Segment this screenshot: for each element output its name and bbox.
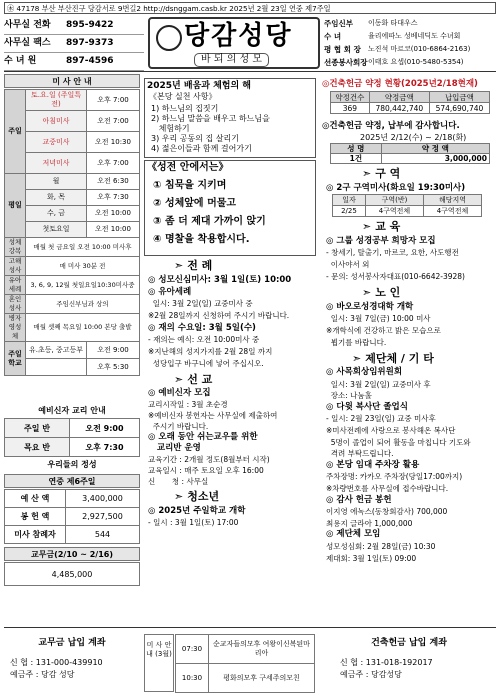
mass-extra-label: 성체강복 — [5, 238, 26, 257]
mass-day: 월 — [26, 174, 87, 190]
plan-item: 1) 하느님의 집짓기 — [151, 104, 219, 113]
liturgy-item: 성당입구 바구니에 넣어 주십시오. — [148, 359, 264, 368]
district-section — [322, 166, 496, 217]
mass-name: 교중미사 — [26, 132, 87, 153]
mass-row — [5, 153, 140, 174]
arrow-icon: ➣ — [362, 286, 372, 299]
dues-value: 4,485,000 — [4, 562, 140, 586]
mass-row — [5, 206, 140, 222]
org-item: ※차량번호를 사무실에 접수바랍니다. — [326, 483, 449, 493]
elderly-item: 뵙기를 바랍니다. — [326, 338, 387, 347]
liturgy-item: ◎ 재의 수요일: 3월 5일(수) — [148, 323, 256, 333]
district-cell: 4구역전체 — [365, 206, 423, 217]
arrow-icon: ➣ — [174, 373, 184, 386]
contact-value: 895-9422 — [66, 20, 114, 30]
finance-value: 544 — [66, 526, 140, 544]
mass-row — [5, 132, 140, 153]
mass-time: 오전 10:00 — [87, 206, 140, 222]
education-item: - 문의: 성서봉사자대표(010-6642-3928) — [326, 272, 465, 281]
plan-title: 2025년 배움과 체험의 해 — [147, 81, 252, 91]
entry-box — [144, 160, 316, 256]
building-row — [331, 103, 490, 114]
district-title — [322, 166, 496, 182]
finance-row — [5, 490, 140, 508]
org-item: ◎ 본당 임대 주차장 활용 — [326, 459, 420, 470]
elderly-item: ※개학식에 건강하고 밝은 모습으로 — [326, 326, 441, 335]
staff-row — [324, 56, 496, 69]
thanks-row — [331, 154, 490, 164]
staff-label: 주임신부 — [324, 19, 353, 28]
mission-item: 교리시작일 : 3월 초순경 — [148, 400, 228, 409]
mass-extra-value: 3, 6, 9, 12월 첫일요일10:30미사중 — [26, 276, 140, 295]
thanks-cell: 3,000,000 — [381, 154, 489, 164]
footer-left-account: 신 협 : 131-000-439910 — [10, 658, 103, 667]
staff-box — [324, 17, 496, 69]
education-section — [322, 219, 496, 283]
education-item: - 창세기, 탈출기, 마르코, 요한, 사도행전 — [326, 248, 459, 257]
district-header: 구역(반) — [365, 195, 423, 206]
mission-item: 교육일시 : 매주 토요일 오후 16:00 — [148, 466, 264, 475]
mass-extra-value: 매월 셋째 목요일 10:00 본당 출발 — [26, 314, 140, 342]
mission-section — [144, 372, 316, 487]
education-title-text: 교 육 — [375, 220, 401, 233]
mass-row — [5, 222, 140, 238]
catechumen-title: 예비신자 교리 안내 — [38, 406, 106, 415]
arrow-icon: ➣ — [362, 167, 372, 180]
liturgy-item: 일시: 3월 2일(일) 교중미사 중 — [148, 299, 253, 308]
org-item: 격려 부탁드립니다. — [326, 449, 394, 459]
thanks-header: 성 명 — [331, 144, 382, 154]
entry-title: 《성전 안에서는》 — [147, 162, 229, 173]
contact-value: 897-9373 — [66, 38, 114, 48]
mass-extra-value: 주임신부님과 상의 — [26, 295, 140, 314]
school-name: 유.초등, 중고등부 — [26, 342, 87, 359]
mass-group-label: 평일 — [5, 174, 26, 238]
mass-name: 토.요.일 (주일특전) — [26, 90, 87, 111]
staff-label: 수 녀 — [324, 32, 342, 41]
liturgy-item: - 재의는 예식: 오전 10:00미사 중 — [148, 335, 260, 344]
header-contacts — [4, 17, 144, 71]
page-subtitle: 바 되 의 성 모 — [194, 53, 269, 67]
org-item: ※미사전례에 사랑으로 봉사해온 복사단 — [326, 425, 456, 435]
youth-title-text: 청소년 — [187, 490, 220, 503]
page-title: 당감성당 — [184, 21, 293, 51]
mass-name: 저녁미사 — [26, 153, 87, 174]
district-item: ◎ 2구 구역미사(화요일 19:30미사) — [326, 183, 466, 193]
plan-item: 2) 하느님 말씀을 배우고 하느님을 — [151, 114, 270, 123]
staff-value: 노진석 마르코(010-6864-2163) — [368, 45, 471, 53]
arrow-icon: ➣ — [174, 490, 184, 503]
staff-value: 이동화 타대우스 — [368, 19, 418, 27]
plan-box — [144, 78, 316, 158]
footer-right-title: 건축헌금 납입 계좌 — [371, 638, 447, 648]
mass-extra-value: 매 미사 30분 전 — [26, 257, 140, 276]
mass-extra-label: 고해성사 — [5, 257, 26, 276]
school-time: 오전 9:00 — [87, 342, 140, 359]
catechumen-table — [4, 418, 140, 457]
divider — [4, 71, 496, 72]
youth-item: ◎ 2025년 주일학교 개학 — [148, 506, 246, 516]
footer-mass-time: 10:30 — [176, 664, 209, 693]
district-cell: 2/25 — [333, 206, 366, 217]
footer-mass-row — [176, 635, 315, 664]
entry-item: ① 침묵을 지키며 — [153, 180, 227, 191]
church-logo-icon — [156, 25, 182, 51]
mass-extra-label: 혼인성사 — [5, 295, 26, 314]
mass-time: 오후 7:00 — [87, 153, 140, 174]
mission-item: ◎ 오래 동안 쉬는교우를 위한 — [148, 432, 258, 442]
contact-label: 수 녀 원 — [4, 56, 37, 66]
mass-name: 아침미사 — [26, 111, 87, 132]
org-item: 성모성심회: 2월 28일(금) 10:30 — [326, 541, 436, 551]
contact-row — [4, 17, 144, 35]
building-header: 약정금액 — [369, 92, 429, 103]
mass-time: 오후 7:00 — [87, 90, 140, 111]
staff-row — [324, 43, 496, 56]
org-item: 장소: 나눔홀 — [326, 391, 372, 401]
mass-day: 화, 목 — [26, 190, 87, 206]
org-item: 제대회: 3월 1일(토) 09:00 — [326, 553, 417, 563]
liturgy-section — [144, 258, 316, 370]
district-header: 해당지역 — [423, 195, 481, 206]
mass-row — [5, 90, 140, 111]
elderly-title — [322, 285, 496, 301]
mass-day: 첫토요일 — [26, 222, 87, 238]
education-title — [322, 219, 496, 235]
catechumen-day: 목요 반 — [5, 438, 70, 457]
mass-row — [5, 111, 140, 132]
mass-row — [5, 174, 140, 190]
school-label: 주일학교 — [5, 342, 26, 376]
contact-label: 사무실 전화 — [4, 20, 51, 30]
mission-item: 교육기간 : 2개월 정도(8월부터 시작) — [148, 455, 270, 464]
staff-label: 선종봉사회장 — [324, 58, 368, 67]
finance-title: 우리들의 정성 — [47, 460, 97, 469]
building-period: 2025년 2/12(수) ~ 2/18(화) — [360, 133, 467, 142]
staff-label: 평 협 회 장 — [324, 45, 361, 54]
mass-time: 오전 10:00 — [87, 222, 140, 238]
district-header-row — [333, 195, 482, 206]
catechumen-day: 주일 반 — [5, 419, 70, 438]
mission-item: 주시기 바랍니다. — [148, 422, 209, 431]
org-item: ◎ 다윗 복사단 졸업식 — [326, 401, 408, 412]
finance-row — [5, 508, 140, 526]
entry-item: ② 성체앞에 머물고 — [153, 198, 237, 209]
liturgy-title — [144, 258, 316, 274]
building-header-row — [331, 92, 490, 103]
liturgy-item: ◎ 유아세례 — [148, 287, 192, 297]
finance-sub: 연중 제6주일 — [4, 474, 140, 488]
mission-title-text: 선 교 — [187, 373, 213, 386]
mass-extra-value: 매월 첫 금요일 오전 10:00 미사후 — [26, 238, 140, 257]
catechumen-row — [5, 419, 140, 438]
finance-value: 2,927,500 — [66, 508, 140, 526]
footer-mass-text: 평화의모후 구세주의모친 — [209, 664, 315, 693]
mass-day: 수, 금 — [26, 206, 87, 222]
mass-title: 미 사 안 내 — [4, 74, 140, 88]
dues-label: 교무금(2/10 ~ 2/16) — [4, 547, 140, 561]
org-item: ◎ 감사 헌금 봉헌 — [326, 494, 392, 505]
education-item: ◎ 그룹 성경공부 희망자 모집 — [326, 236, 436, 246]
district-title-text: 구 역 — [375, 167, 401, 180]
org-item: 주차장명: 카카오 주차장(당일17:00까지) — [326, 472, 463, 482]
building-table — [330, 91, 490, 114]
contact-row — [4, 53, 144, 71]
elderly-title-text: 노 인 — [375, 286, 401, 299]
catechumen-row — [5, 438, 140, 457]
entry-item: ③ 좀 더 제대 가까이 앉기 — [153, 216, 266, 227]
footer-mass-time: 07:30 — [176, 635, 209, 664]
contact-label: 사무실 팩스 — [4, 38, 51, 48]
footer-mass-table — [175, 634, 315, 693]
org-section — [322, 351, 496, 564]
org-title — [322, 351, 496, 367]
building-thanks: ◎건축헌금 약정, 납부에 감사합니다. — [322, 121, 460, 131]
arrow-icon: ➣ — [362, 220, 372, 233]
plan-item: 체험하기 — [151, 124, 190, 133]
mission-item: ※예비신자 봉헌자는 사무실에 제출하여 — [148, 411, 278, 420]
footer-right-account: 신 협 : 131-018-192017 — [340, 658, 433, 667]
arrow-icon: ➣ — [174, 259, 184, 272]
liturgy-item: ※2월 28일까지 신청하여 주시기 바랍니다. — [148, 311, 290, 320]
org-item: ◎ 제단체 모임 — [326, 529, 381, 540]
mass-group-label: 주일 — [5, 90, 26, 174]
building-cell: 780,442,740 — [369, 103, 429, 114]
org-item: 최용지 글라아 1,000,000 — [326, 518, 413, 528]
plan-sub: 《본당 실천 사항》 — [149, 92, 217, 101]
mass-extra-row — [5, 314, 140, 342]
footer-right-owner: 예금주 : 당감성당 — [340, 670, 402, 679]
youth-section — [144, 489, 316, 529]
school-row — [5, 342, 140, 359]
plan-item: 3) 우리 공동의 집 살리기 — [151, 134, 239, 143]
finance-table — [4, 489, 140, 544]
catechumen-time: 오후 7:30 — [70, 438, 140, 457]
mass-extra-row — [5, 295, 140, 314]
mass-row — [5, 190, 140, 206]
org-item: ◎ 사목회상임위원회 — [326, 367, 403, 377]
liturgy-item: ※지난해의 성지가지를 2월 28일 까지 — [148, 347, 273, 356]
mass-time: 오전 10:30 — [87, 132, 140, 153]
elderly-section — [322, 285, 496, 349]
staff-value: 이태호 요셉(010-5480-5354) — [368, 58, 464, 66]
school-name — [26, 359, 87, 376]
mass-extra-row — [5, 276, 140, 295]
district-cell: 4구역전체 — [423, 206, 481, 217]
finance-row — [5, 526, 140, 544]
thanks-cell: 1건 — [331, 154, 382, 164]
school-time: 오후 5:30 — [87, 359, 140, 376]
mass-extra-label: 병자영성체 — [5, 314, 26, 342]
mission-item: 신 청 : 사무실 — [148, 477, 209, 486]
footer-mass-row — [176, 664, 315, 693]
footer-left-owner: 예금주 : 당감 성당 — [10, 670, 75, 679]
district-header: 일자 — [333, 195, 366, 206]
org-title-text: 제단체 / 기 타 — [365, 352, 434, 365]
youth-title — [144, 489, 316, 505]
mass-extra-row — [5, 238, 140, 257]
title-box — [148, 17, 320, 69]
mass-time: 오전 6:30 — [87, 174, 140, 190]
building-header: 납입금액 — [429, 92, 489, 103]
liturgy-title-text: 전 례 — [187, 259, 213, 272]
thanks-header-row — [331, 144, 490, 154]
education-item: 이사야서 외 — [326, 260, 370, 269]
footer-mass-text: 순교자들의모후 여왕이신복된마리아 — [209, 635, 315, 664]
mass-extra-row — [5, 257, 140, 276]
staff-row — [324, 30, 496, 43]
footer-divider — [4, 627, 496, 628]
finance-label: 미사 참례자 — [5, 526, 66, 544]
youth-item: - 일시 : 3월 1일(토) 17:00 — [148, 518, 239, 527]
arrow-icon: ➣ — [352, 352, 362, 365]
district-row — [333, 206, 482, 217]
thanks-header: 약 정 액 — [381, 144, 489, 154]
building-cell: 574,690,740 — [429, 103, 489, 114]
staff-row — [324, 17, 496, 30]
mass-time: 오전 7:00 — [87, 111, 140, 132]
mission-title — [144, 372, 316, 388]
school-row — [5, 359, 140, 376]
finance-value: 3,400,000 — [66, 490, 140, 508]
contact-row — [4, 35, 144, 53]
org-item: 이지영 에녹스(동창회감사) 700,000 — [326, 507, 448, 517]
contact-value: 897-4596 — [66, 56, 114, 66]
finance-label: 봉 헌 액 — [5, 508, 66, 526]
plan-item: 4) 젊은이들과 함께 걸어가기 — [151, 144, 252, 153]
org-item: 5명이 졸업이 되어 활동을 마칩니다 기도와 — [326, 437, 471, 447]
building-thanks-table — [330, 143, 490, 164]
footer-left-title: 교무금 납입 계좌 — [38, 638, 106, 648]
finance-label: 예 산 액 — [5, 490, 66, 508]
mission-item: ◎ 예비신자 모집 — [148, 388, 211, 398]
building-header: 약정건수 — [331, 92, 370, 103]
org-item: 일시: 3월 2일(일) 교중미사 후 — [326, 379, 431, 389]
org-item: - 일시: 2월 23일(일) 교중 미사후 — [326, 414, 436, 424]
building-cell: 369 — [331, 103, 370, 114]
staff-value: 율리에따노 성베네딕도 수녀회 — [368, 32, 461, 40]
district-table — [322, 194, 496, 217]
elderly-item: ◎ 바오로성경대학 개학 — [326, 302, 414, 312]
entry-item: ④ 명찰을 착용합시다. — [153, 234, 250, 245]
mass-extra-label: 유아세례 — [5, 276, 26, 295]
header-topline: ㊍ 47178 부산 부산진구 당감서로 9번길2 http://dsnggam.casb.kr 2025년 2월 23일 연중 제7주일 — [4, 2, 496, 14]
mass-time: 오후 7:30 — [87, 190, 140, 206]
mission-item: 교리반 운영 — [148, 443, 201, 453]
building-title: ◎건축헌금 약정 현황(2025년2/18현재) — [322, 79, 478, 89]
district-table-inner — [332, 194, 482, 217]
footer-mass-label: 미 사 안 내 (3월) — [144, 634, 174, 692]
catechumen-time: 오전 9:00 — [70, 419, 140, 438]
liturgy-item: ◎ 성모신심미사: 3월 1일(토) 10:00 — [148, 275, 292, 285]
mass-table — [4, 89, 140, 376]
elderly-item: 일시: 3월 7일(금) 10:00 미사 — [326, 314, 431, 323]
